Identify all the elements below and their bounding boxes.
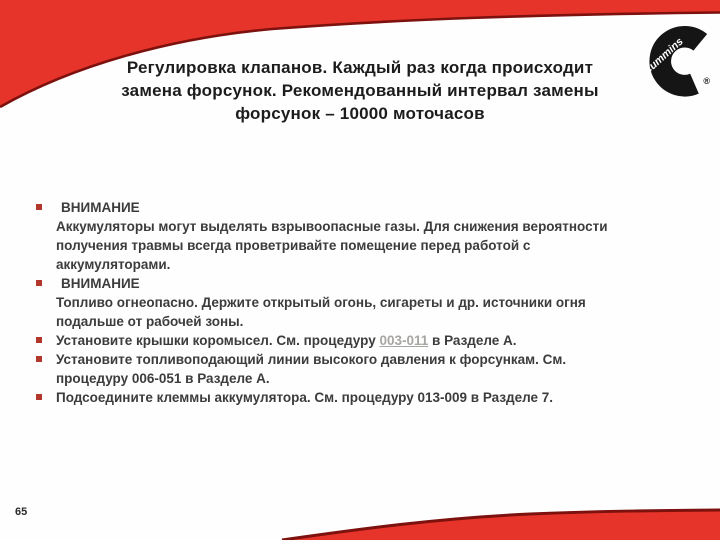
body-line: Аккумуляторы могут выделять взрывоопасные газы. Для снижения вероятности xyxy=(56,219,608,234)
body-line: Топливо огнеопасно. Держите открытый огонь, сигареты и др. источники огня xyxy=(56,295,586,310)
bottom-swoosh-graphic xyxy=(0,498,720,540)
body-line: аккумуляторами. xyxy=(56,257,171,272)
bullet-marker xyxy=(36,280,42,286)
list-item-continuation xyxy=(36,369,691,388)
body-line: Установите топливоподающий линии высокого давления к форсункам. См. xyxy=(56,352,567,367)
body-line: получения травмы всегда проветривайте помещение перед работой с xyxy=(56,238,531,253)
list-item xyxy=(36,388,691,407)
link-line-pre: Установите крышки коромысел. См. процедуру xyxy=(56,333,380,348)
title-line: Регулировка клапанов. Каждый раз когда происходит xyxy=(126,58,594,77)
title-line: замена форсунок. Рекомендованный интервал замены xyxy=(121,81,599,100)
list-item xyxy=(36,274,691,293)
body-line xyxy=(56,331,517,350)
bullet-marker xyxy=(36,337,42,343)
list-item-continuation xyxy=(36,255,691,274)
slide-title xyxy=(40,56,680,125)
bullet-marker xyxy=(36,204,42,210)
title-line: форсунок – 10000 моточасов xyxy=(235,104,485,123)
list-item xyxy=(36,331,691,350)
link-line-post: в Разделе А. xyxy=(428,333,517,348)
list-item-continuation xyxy=(36,293,691,312)
bullet-marker xyxy=(36,356,42,362)
warning-heading: ВНИМАНИЕ xyxy=(61,200,140,215)
warning-heading: ВНИМАНИЕ xyxy=(61,276,140,291)
brand-text: Cummins xyxy=(641,35,686,78)
slide-body xyxy=(36,198,691,407)
body-line: процедуру 006-051 в Разделе А. xyxy=(56,371,270,386)
bullet-marker xyxy=(36,394,42,400)
procedure-link-003-011[interactable]: 003-011 xyxy=(379,333,429,348)
list-item-continuation xyxy=(36,236,691,255)
page-number: 65 xyxy=(15,506,28,518)
body-line: Подсоедините клеммы аккумулятора. См. процедуру 013-009 в Разделе 7. xyxy=(56,390,554,405)
list-item xyxy=(36,198,691,217)
list-item-continuation xyxy=(36,312,691,331)
body-line: подальше от рабочей зоны. xyxy=(56,314,244,329)
list-item xyxy=(36,350,691,369)
list-item-continuation xyxy=(36,217,691,236)
registered-mark: ® xyxy=(703,76,710,86)
